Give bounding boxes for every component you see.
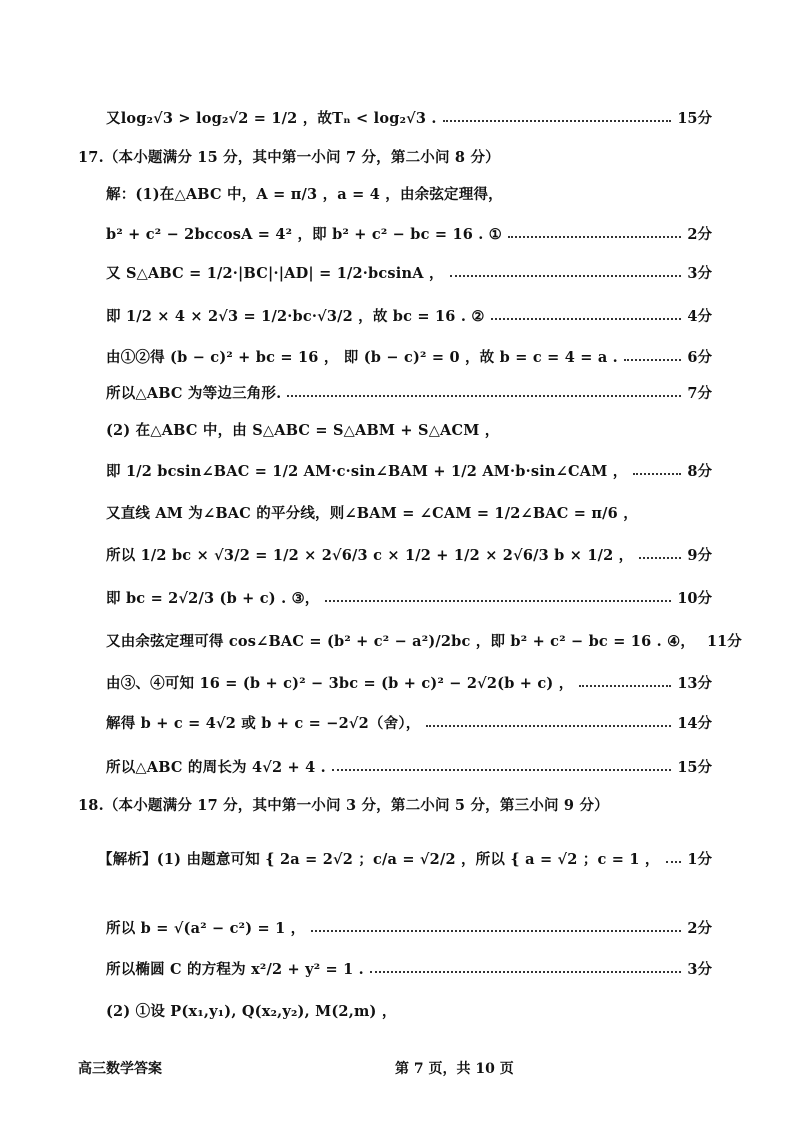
line-text: 解得 b + c = 4√2 或 b + c = −2√2（舍）， xyxy=(106,714,421,732)
line-text: b² + c² − 2bccosA = 4² ，即 b² + c² − bc = 16 . ① xyxy=(106,225,503,243)
score-label: 3分 xyxy=(687,264,712,282)
dot-leader xyxy=(666,861,682,863)
answer-line xyxy=(0,252,800,292)
answer-line xyxy=(0,372,800,412)
dot-leader xyxy=(370,971,681,973)
dot-leader xyxy=(639,557,681,559)
dot-leader xyxy=(491,318,682,320)
line-text: 由③、④可知 16 = (b + c)² − 3bc = (b + c)² − 2√2(b + c) ， xyxy=(106,674,574,692)
line-text: 由①②得 (b − c)² + bc = 16 ， 即 (b − c)² = 0 ，故 b = c = 4 = a . xyxy=(106,348,618,366)
line-text: 17.（本小题满分 15 分，其中第一小问 7 分，第二小问 8 分） xyxy=(78,148,500,166)
footer-page-number: 第 7 页，共 10 页 xyxy=(395,1061,514,1077)
line-text: 所以△ABC 为等边三角形. xyxy=(106,384,282,402)
answer-line xyxy=(0,409,800,449)
line-text: 解：(1)在△ABC 中，A = π/3 ，a = 4 ，由余弦定理得， xyxy=(106,185,503,203)
line-text: (2) 在△ABC 中，由 S△ABC = S△ABM + S△ACM ， xyxy=(106,421,500,439)
dot-leader xyxy=(633,473,681,475)
answer-line xyxy=(0,620,800,660)
line-text: 所以椭圆 C 的方程为 x²/2 + y² = 1 . xyxy=(106,960,364,978)
score-label: 2分 xyxy=(687,225,712,243)
line-text: 又直线 AM 为∠BAC 的平分线，则∠BAM = ∠CAM = 1/2∠BAC = π/6 ， xyxy=(106,504,638,522)
dot-leader xyxy=(579,685,671,687)
answer-line xyxy=(0,97,800,137)
line-text: 【解析】(1) 由题意可知 { 2a = 2√2 ；c/a = √2/2 ，所以 { a = √2 ；c = 1 ， xyxy=(98,850,660,868)
score-label: 6分 xyxy=(687,348,712,366)
answer-line xyxy=(0,577,800,617)
dot-leader xyxy=(287,395,681,397)
score-label: 14分 xyxy=(677,714,712,732)
line-text: 又 S△ABC = 1/2·|BC|·|AD| = 1/2·bcsinA ， xyxy=(106,264,444,282)
question-header xyxy=(0,136,800,176)
dot-leader xyxy=(624,359,681,361)
answer-line xyxy=(0,213,800,253)
dot-leader xyxy=(450,275,682,277)
line-text: 又log₂√3 > log₂√2 = 1/2 ，故Tₙ < log₂√3 . xyxy=(106,109,437,127)
answer-line xyxy=(0,948,800,988)
answer-line xyxy=(0,702,800,742)
answer-line xyxy=(0,990,800,1030)
dot-leader xyxy=(426,725,671,727)
footer-left: 高三数学答案 xyxy=(78,1061,162,1077)
score-label: 10分 xyxy=(677,589,712,607)
score-label: 13分 xyxy=(677,674,712,692)
score-label: 15分 xyxy=(677,758,712,776)
line-text: 又由余弦定理可得 cos∠BAC = (b² + c² − a²)/2bc ，即 b² + c² − bc = 16 . ④， xyxy=(106,632,696,650)
question-header xyxy=(0,784,800,824)
answer-line xyxy=(0,838,800,878)
line-text: 即 1/2 bcsin∠BAC = 1/2 AM·c·sin∠BAM + 1/2 AM·b·sin∠CAM ， xyxy=(106,462,628,480)
score-label: 15分 xyxy=(677,109,712,127)
score-label: 8分 xyxy=(687,462,712,480)
line-text: 所以 1/2 bc × √3/2 = 1/2 × 2√6/3 c × 1/2 + 1/2 × 2√6/3 b × 1/2 ， xyxy=(106,546,634,564)
dot-leader xyxy=(443,120,672,122)
line-text: (2) ①设 P(x₁,y₁), Q(x₂,y₂), M(2,m) ， xyxy=(106,1002,397,1020)
answer-line xyxy=(0,534,800,574)
dot-leader xyxy=(311,930,681,932)
dot-leader xyxy=(508,236,681,238)
score-label: 4分 xyxy=(687,307,712,325)
score-label: 11分 xyxy=(707,632,742,650)
line-text: 即 bc = 2√2/3 (b + c) . ③， xyxy=(106,589,320,607)
line-text: 所以 b = √(a² − c²) = 1 ， xyxy=(106,919,306,937)
answer-line xyxy=(0,173,800,213)
dot-leader xyxy=(325,600,671,602)
score-label: 3分 xyxy=(687,960,712,978)
score-label: 7分 xyxy=(687,384,712,402)
answer-line xyxy=(0,492,800,532)
dot-leader xyxy=(332,769,671,771)
answer-line xyxy=(0,450,800,490)
answer-line xyxy=(0,336,800,376)
answer-line xyxy=(0,662,800,702)
line-text: 18.（本小题满分 17 分，其中第一小问 3 分，第二小问 5 分，第三小问 9 分） xyxy=(78,796,609,814)
score-label: 1分 xyxy=(687,850,712,868)
line-text: 所以△ABC 的周长为 4√2 + 4 . xyxy=(106,758,326,776)
answer-line xyxy=(0,295,800,335)
answer-line xyxy=(0,907,800,947)
score-label: 2分 xyxy=(687,919,712,937)
line-text: 即 1/2 × 4 × 2√3 = 1/2·bc·√3/2 ，故 bc = 16 . ② xyxy=(106,307,485,325)
score-label: 9分 xyxy=(687,546,712,564)
answer-line xyxy=(0,746,800,786)
